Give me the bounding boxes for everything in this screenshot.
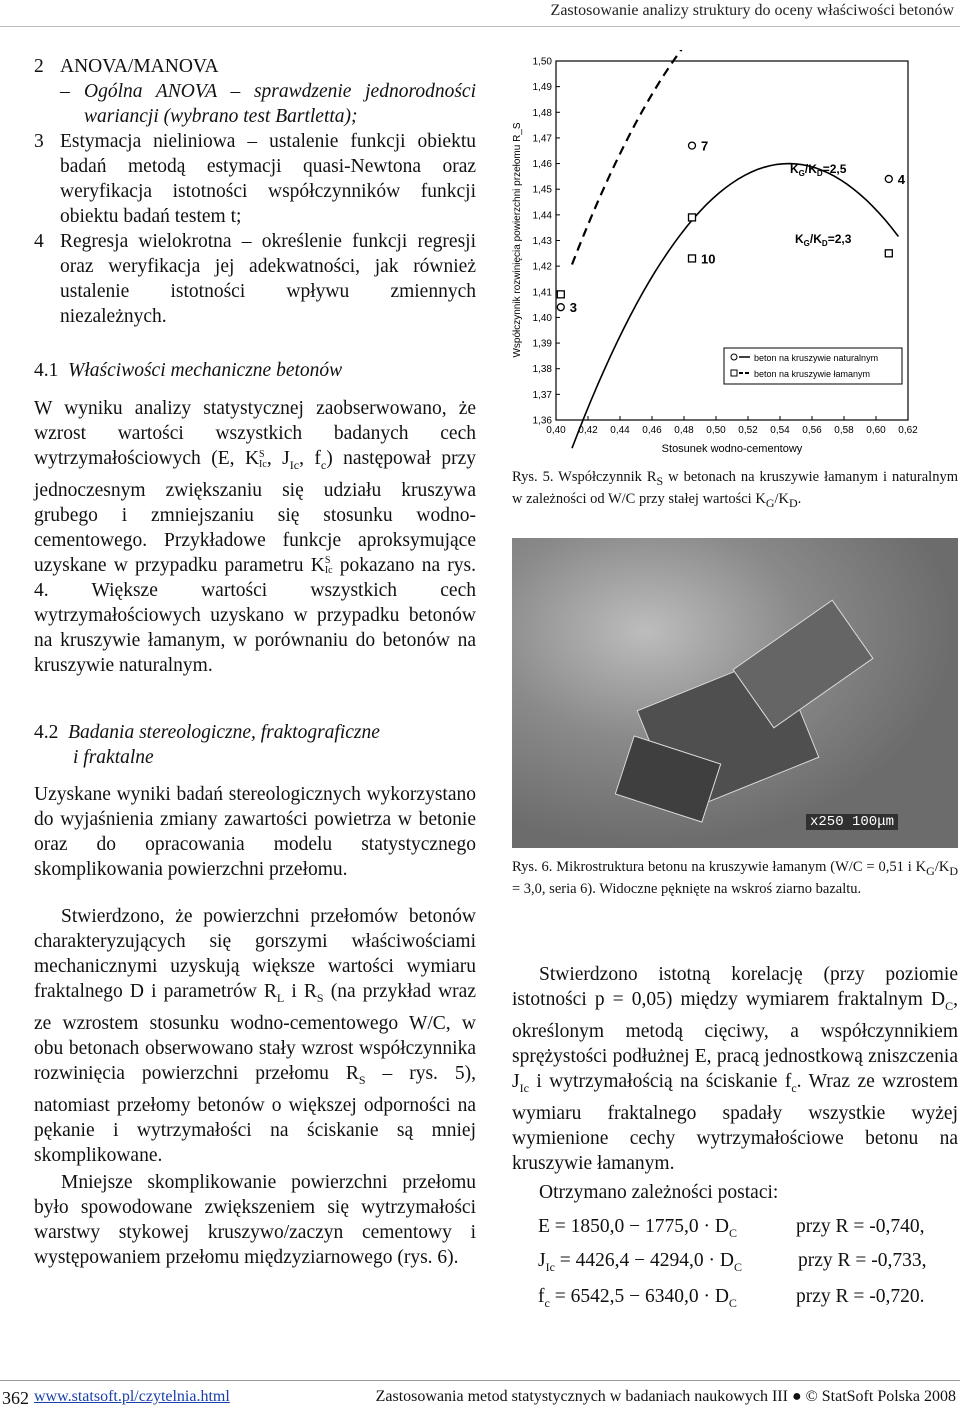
eq-lhs: E = 1850,0 − 1775,0 · D [538, 1216, 729, 1237]
eq-sub: C [734, 1259, 743, 1274]
list-item-text: Ogólna ANOVA – sprawdzenie jednorodności wariancji (wybrano test Bartletta); [84, 81, 476, 127]
y-tick-label: 1,41 [532, 287, 552, 299]
x-axis-label: Stosunek wodno-cementowy [661, 443, 803, 455]
equation-1-r: przy R = -0,740, [796, 1216, 925, 1237]
list-num: 3 [34, 131, 44, 152]
point-label: 10 [701, 251, 716, 267]
eq-mid: = 4426,4 − 4294,0 · D [554, 1250, 734, 1271]
eq-main: f [538, 1286, 545, 1307]
y-tick-label: 1,39 [532, 338, 552, 350]
list-num: 4 [34, 231, 44, 252]
annotation-ratio: $K_G/K_D=2,5$ [790, 162, 847, 178]
chart-legend [724, 348, 902, 384]
legend-marker-crushed [731, 370, 737, 376]
eq-sub: C [728, 1295, 737, 1310]
footer-publication: Zastosowania metod statystycznych w badaniach naukowych III ● © StatSoft Polska 2008 [375, 1388, 956, 1405]
section-4-2-heading [34, 720, 476, 770]
section-4-1-paragraph: W wyniku analizy statystycznej zaobserwowano, że wzrost wartości wszystkich badanych cech wytrzymałościowych (E, K S Ic , $J_{Ic}$, $f_c$) następował przy jednoczesnym zwiększaniu się udziału kruszywa grubego i zmniejszaniu się stosunku wodno-cementowego. Przykładowe funkcje aproksymujące uzyskane w przypadku parametru K S Ic pokazano na rys. 4. Większe wartości wszystkich cech wytrzymałościowych uzyskano w przypadku betonów na kruszywie łamanym, w porównaniu do betonów na kruszywie naturalnym. [34, 398, 477, 676]
equation-1 [538, 1216, 737, 1241]
list-num: 2 [34, 56, 44, 77]
y-axis-label: Współczynnik rozwinięcia powierzchni przełomu R_S [512, 122, 523, 358]
section-number: 4.1 [34, 360, 59, 381]
footer-link-wrap [34, 1388, 230, 1406]
x-tick-label: 0,52 [738, 425, 758, 436]
x-tick-label: 0,56 [802, 425, 822, 436]
x-tick-label: 0,54 [770, 425, 790, 436]
x-tick-label: 0,50 [706, 425, 726, 436]
eq-sub: c [544, 1295, 550, 1310]
y-tick-label: 1,37 [532, 389, 552, 401]
list-item [84, 79, 476, 129]
y-tick-label: 1,42 [532, 261, 552, 273]
running-header [0, 0, 960, 27]
point-label: 7 [701, 138, 709, 154]
footer-url-link[interactable]: www.statsoft.pl/czytelnia.html [34, 1388, 230, 1405]
equation-3-r: przy R = -0,720. [796, 1286, 925, 1307]
y-tick-label: 1,38 [532, 364, 552, 376]
point-natural [689, 142, 696, 149]
section-title-line1: Badania stereologiczne, fraktograficzne [68, 722, 380, 743]
equation-2 [538, 1250, 742, 1275]
point-label: 4 [897, 171, 906, 187]
list-item: Estymacja nieliniowa – ustalenie funkcji obiektu badań metodą estymacji quasi-Newtona oraz weryfikacja istotności współczynników funkcji obiektu badań testem t; [60, 131, 476, 227]
point-crushed [885, 250, 892, 257]
point-label: 3 [569, 300, 578, 316]
point-crushed [689, 255, 696, 262]
section-4-2-paragraph-1: Uzyskane wyniki badań stereologicznych wykorzystano do wyjaśnienia zmiany zawartości powietrza w betonie oraz do opracowania modelu statystycznego skomplikowania powierzchni przełomu. [34, 784, 476, 880]
x-tick-label: 0,44 [610, 425, 630, 436]
header-title: Zastosowanie analizy struktury do oceny właściwości betonów [550, 2, 954, 19]
x-tick-label: 0,40 [546, 425, 566, 436]
eq-sub: C [728, 1225, 737, 1240]
point-natural [557, 304, 564, 311]
x-tick-label: 0,48 [674, 425, 694, 436]
section-number: 4.2 [34, 722, 59, 743]
section-4-1-heading [34, 358, 476, 383]
figure-5-chart [508, 50, 960, 456]
eq-sub: Ic [545, 1259, 555, 1274]
section-4-2-paragraph-2: Stwierdzono, że powierzchni przełomów betonów charakteryzujących się gorszymi właściwościami mechanicznymi uzyskują większe wartości wymiaru fraktalnego D i parametrów $R_L$ i $R_S$ (na przykład wraz ze wzrostem stosunku wodno-cementowego W/C, w obu betonach obserwowano stały wzrost współczynnika rozwinięcia powierzchni przełomu $R_S$ – rys. 5), natomiast przełomy betonów o większej odporności na pękanie i wytrzymałości na ściskanie są mniej skomplikowane. [34, 906, 476, 1166]
legend-marker-natural [731, 354, 737, 360]
figure-6-micrograph [512, 538, 958, 848]
point-crushed [557, 291, 564, 298]
y-tick-label: 1,43 [532, 236, 552, 247]
x-tick-label: 0,42 [578, 425, 598, 436]
eq-mid: = 6542,5 − 6340,0 · D [549, 1286, 729, 1307]
section-title: Właściwości mechaniczne betonów [68, 360, 343, 381]
list-item: Regresja wielokrotna – określenie funkcji regresji oraz weryfikacja jej adekwatności, jak również ustalenie istotności wpływu zmiennych niezależnych. [60, 231, 476, 327]
x-tick-label: 0,46 [642, 425, 662, 436]
y-tick-label: 1,48 [532, 107, 552, 119]
figure-6-caption: Rys. 6. Mikrostruktura betonu na kruszywie łamanym (W/C = 0,51 i $K_G/K_D = 3,0$, seria 6). Widoczne pęknięte na wskroś ziarno bazaltu. [512, 859, 958, 897]
point-natural [885, 175, 892, 182]
y-tick-label: 1,47 [532, 133, 552, 145]
list-item: ANOVA/MANOVA [60, 56, 219, 77]
y-tick-label: 1,50 [532, 56, 552, 68]
page-number: 362 [2, 1388, 29, 1408]
annotation-ratio: $K_G/K_D=2,3$ [795, 232, 852, 248]
y-tick-label: 1,36 [532, 415, 552, 427]
legend-label: beton na kruszywie łamanym [754, 369, 871, 379]
section-4-2-paragraph-3: Mniejsze skomplikowanie powierzchni przełomu było spowodowane zwiększeniem się wytrzymałości warstwy stykowej kruszywo/zaczyn cementowy i występowaniem przełomu międzyziarnowego (rys. 6). [34, 1172, 476, 1268]
x-tick-label: 0,60 [866, 425, 886, 436]
footer-rule [0, 1380, 960, 1381]
right-paragraph-2: Otrzymano zależności postaci: [539, 1182, 779, 1203]
point-crushed [689, 214, 696, 221]
section-title-line2: i fraktalne [73, 747, 154, 768]
x-tick-label: 0,62 [898, 425, 918, 436]
equation-3 [538, 1286, 737, 1311]
y-tick-label: 1,44 [532, 210, 552, 222]
y-tick-label: 1,46 [532, 159, 552, 171]
scale-bar: x250 100μm [806, 814, 898, 830]
right-paragraph-1: Stwierdzono istotną korelację (przy poziomie istotności p = 0,05) między wymiarem fraktalnym $D_C$, określonym metodą cięciwy, a współczynnikiem sprężystości podłużnej E, pracą jednostkową zniszczenia $J_{Ic}$ i wytrzymałością na ściskanie $f_c$. Wraz ze wzrostem wymiaru fraktalnego spadały wszystkie wyżej wymienione cechy wytrzymałościowe betonu na kruszywie łamanym. [512, 964, 958, 1174]
y-tick-label: 1,40 [532, 312, 552, 324]
equation-2-r: przy R = -0,733, [798, 1250, 927, 1271]
figure-5-caption: Rys. 5. Współczynnik $R_S$ w betonach na kruszywie łamanym i naturalnym w zależności od W/C przy stałej wartości $K_G/K_D$. [512, 469, 958, 510]
y-tick-label: 1,45 [532, 184, 552, 196]
eq-main: J [538, 1250, 546, 1271]
y-tick-label: 1,49 [532, 82, 552, 94]
x-tick-label: 0,58 [834, 425, 854, 436]
legend-label: beton na kruszywie naturalnym [754, 353, 879, 363]
list-num: – [60, 81, 70, 102]
